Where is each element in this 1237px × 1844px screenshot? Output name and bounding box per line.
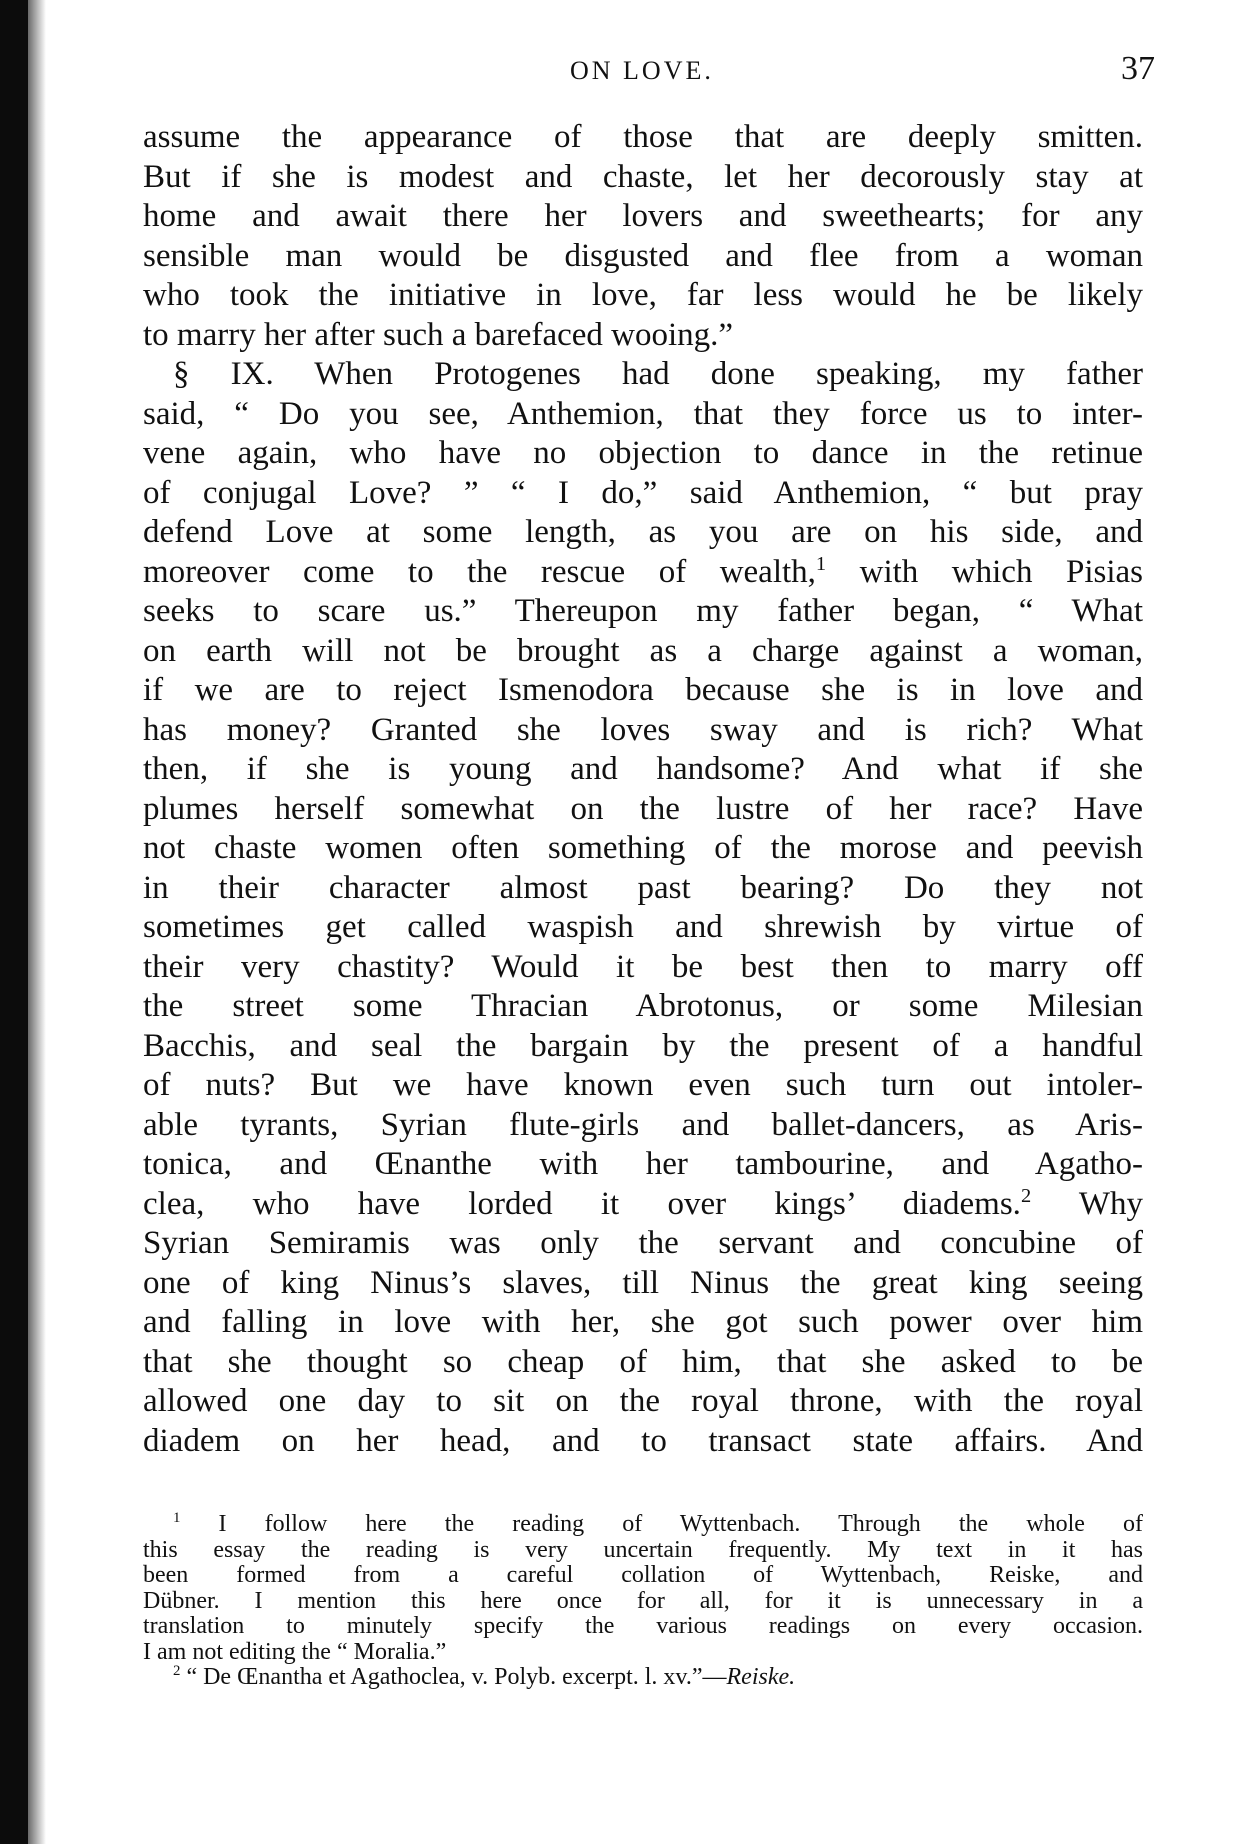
footnote-line: I am not editing the “ Moralia.” [143,1638,447,1665]
footnote-ref[interactable]: 1 [815,552,827,575]
text-line: diadem on her head, and to transact state affairs. And [143,1422,1143,1459]
text-line: has money? Granted she loves sway and is rich? What [143,711,1143,748]
footnote-text: “ De Œnantha et Agathoclea, v. Polyb. excerpt. l. xv.”— [186,1664,727,1690]
footnote-line [143,1512,1143,1538]
footnotes [143,1512,1143,1691]
text-line: and falling in love with her, she got such power over him [143,1304,1143,1340]
text-line: their very chastity? Would it be best then to marry off [143,948,1143,985]
text-line: tonica, and Œnanthe with her tambourine, and Agatho- [143,1146,1143,1182]
text-line: to marry her after such a barefaced wooing.” [143,316,734,353]
footnote-marker: 1 [173,1510,181,1526]
text-line: sometimes get called waspish and shrewish by virtue of [143,909,1143,945]
text-line: not chaste women often something of the morose and peevish [143,830,1143,866]
footnote-source: Reiske. [726,1664,796,1690]
text-fragment: Why [1031,1185,1143,1222]
text-fragment: clea, who have lorded it over kings’ diadems. [143,1185,1021,1222]
body-text [143,118,1143,1461]
text-line: that she thought so cheap of him, that she asked to be [143,1343,1143,1380]
text-line-with-footnote-ref [143,1185,1143,1225]
footnote-line: Dübner. I mention this here once for all, for it is unnecessary in a [143,1587,1143,1614]
text-line: assume the appearance of those that are deeply smitten. [143,119,1143,155]
text-line: But if she is modest and chaste, let her decorously stay at [143,158,1143,195]
text-line: defend Love at some length, as you are on his side, and [143,514,1143,550]
footnote-line: been formed from a careful collation of Wyttenbach, Reiske, and [143,1562,1143,1588]
page-binding-shadow [0,0,28,1844]
text-line: plumes herself somewhat on the lustre of her race? Have [143,790,1143,827]
footnote-line: this essay the reading is very uncertain frequently. My text in it has [143,1536,1143,1563]
text-line: vene again, who have no objection to dance in the retinue [143,435,1143,471]
footnote-text: I follow here the reading of Wyttenbach. Through the whole of [218,1511,1144,1537]
text-line: who took the initiative in love, far less would he be likely [143,277,1143,313]
text-line: sensible man would be disgusted and flee from a woman [143,237,1143,274]
text-line: on earth will not be brought as a charge against a woman, [143,632,1143,669]
text-line: then, if she is young and handsome? And what if she [143,751,1143,787]
text-line: if we are to reject Ismenodora because she is in love and [143,672,1143,708]
text-fragment: with which Pisias [826,553,1143,590]
text-line: of nuts? But we have known even such turn out intoler- [143,1067,1143,1103]
footnote-line: translation to minutely specify the various readings on every occasion. [143,1613,1143,1639]
footnote-marker: 2 [173,1663,181,1679]
text-line: in their character almost past bearing? Do they not [143,869,1143,906]
text-line: Bacchis, and seal the bargain by the present of a handful [143,1027,1143,1064]
text-line: said, “ Do you see, Anthemion, that they force us to inter- [143,395,1143,432]
text-line: Syrian Semiramis was only the servant and concubine of [143,1225,1143,1261]
text-fragment: moreover come to the rescue of wealth, [143,553,816,590]
text-line: § IX. When Protogenes had done speaking, my father [173,356,1143,392]
text-line: home and await there her lovers and sweethearts; for any [143,198,1143,234]
text-line: the street some Thracian Abrotonus, or some Milesian [143,988,1143,1024]
running-title: ON LOVE. [570,56,714,85]
page-binding-fade [28,0,46,1844]
text-line: able tyrants, Syrian flute-girls and ballet-dancers, as Aris- [143,1106,1143,1143]
footnote-line [143,1665,1143,1691]
text-line: one of king Ninus’s slaves, till Ninus the great king seeing [143,1264,1143,1301]
running-head [0,50,1237,90]
text-line: of conjugal Love? ” “ I do,” said Anthemion, “ but pray [143,474,1143,511]
footnote-ref[interactable]: 2 [1020,1184,1032,1207]
text-line-with-footnote-ref [143,553,1143,593]
text-line: allowed one day to sit on the royal throne, with the royal [143,1383,1143,1419]
text-line: seeks to scare us.” Thereupon my father began, “ What [143,593,1143,629]
page-number: 37 [1121,50,1155,87]
